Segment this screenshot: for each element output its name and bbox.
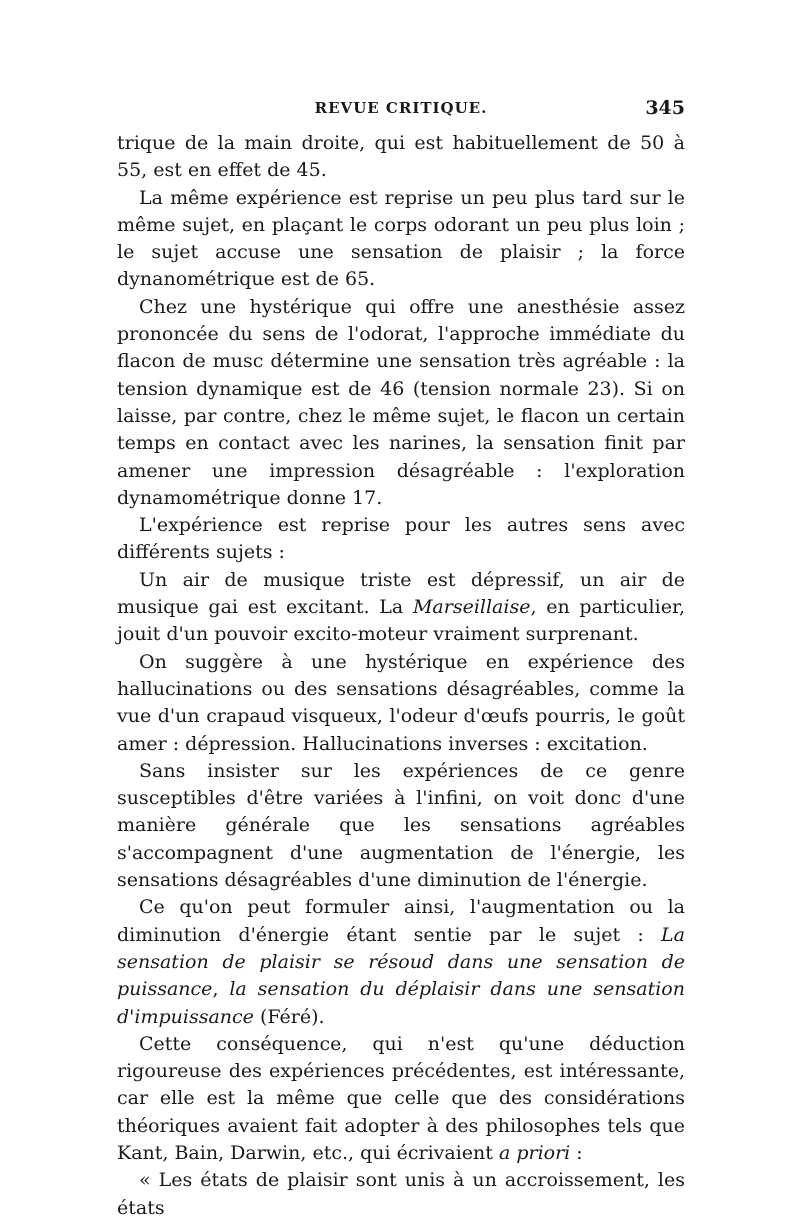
text-run: , bbox=[212, 978, 230, 1001]
paragraph: trique de la main droite, qui est habituellement de 50 à 55, est en effet de 45. bbox=[117, 132, 685, 182]
italic-quote: la sensation du déplaisir dans une sensation d'impuissance bbox=[117, 978, 685, 1028]
paragraph: On suggère à une hystérique en expérience des hallucinations ou des sensations désagréables, comme la vue d'un crapaud visqueux, l'odeur d'œufs pourris, le goût amer : dépression. Hallucinations inverses : excitation. bbox=[117, 650, 685, 755]
paragraph: La même expérience est reprise un peu plus tard sur le même sujet, en plaçant le corps odorant un peu plus loin ; le sujet accuse une sensation de plaisir ; la force dynanométrique est de 65. bbox=[117, 186, 685, 291]
page-number: 345 bbox=[645, 97, 685, 119]
text-run: : bbox=[570, 1141, 583, 1164]
italic-title: Marseillaise bbox=[412, 596, 531, 619]
text-run: Ce qu'on peut formuler ainsi, l'augmentation ou la diminution d'énergie étant sentie par le sujet : bbox=[117, 896, 685, 946]
paragraph: L'expérience est reprise pour les autres sens avec différents sujets : bbox=[117, 514, 685, 564]
text-run: Cette conséquence, qui n'est qu'une déduction rigoureuse des expériences précédentes, est intéressante, car elle est la même que celle que des considérations théoriques avaient fait adopter à des philosophes tels que Kant, Bain, Darwin, etc., qui écrivaient bbox=[117, 1032, 685, 1164]
paragraph: « Les états de plaisir sont unis à un accroissement, les états bbox=[117, 1169, 685, 1219]
italic-term: a priori bbox=[498, 1141, 571, 1164]
body-text bbox=[117, 130, 685, 1222]
paragraph: Chez une hystérique qui offre une anesthésie assez prononcée du sens de l'odorat, l'approche immédiate du flacon de musc détermine une sensation très agréable : la tension dynamique est de 46 (tension normale 23). Si on laisse, par contre, chez le même sujet, le flacon un certain temps en contact avec les narines, la sensation finit par amener une impression désagréable : l'exploration dynamométrique donne 17. bbox=[117, 295, 685, 509]
paragraph bbox=[117, 894, 685, 1030]
paragraph: Sans insister sur les expériences de ce genre susceptibles d'être variées à l'infini, on voit donc d'une manière générale que les sensations agréables s'accompagnent d'une augmentation de l'énergie, les sensations désagréables d'une diminution de l'énergie. bbox=[117, 759, 685, 892]
text-run: (Féré). bbox=[253, 1005, 325, 1028]
italic-quote: La sensation de plaisir se résoud dans une sensation de puissance bbox=[117, 923, 685, 1001]
text-run: Un air de musique triste est dépressif, un air de musique gai est excitant. La bbox=[117, 568, 685, 619]
paragraph bbox=[117, 1031, 685, 1167]
running-header bbox=[117, 97, 685, 123]
paragraph bbox=[117, 567, 685, 649]
text-run: , en particulier, jouit d'un pouvoir excito-moteur vraiment surprenant. bbox=[117, 596, 685, 646]
running-title: REVUE CRITIQUE. bbox=[314, 99, 488, 117]
